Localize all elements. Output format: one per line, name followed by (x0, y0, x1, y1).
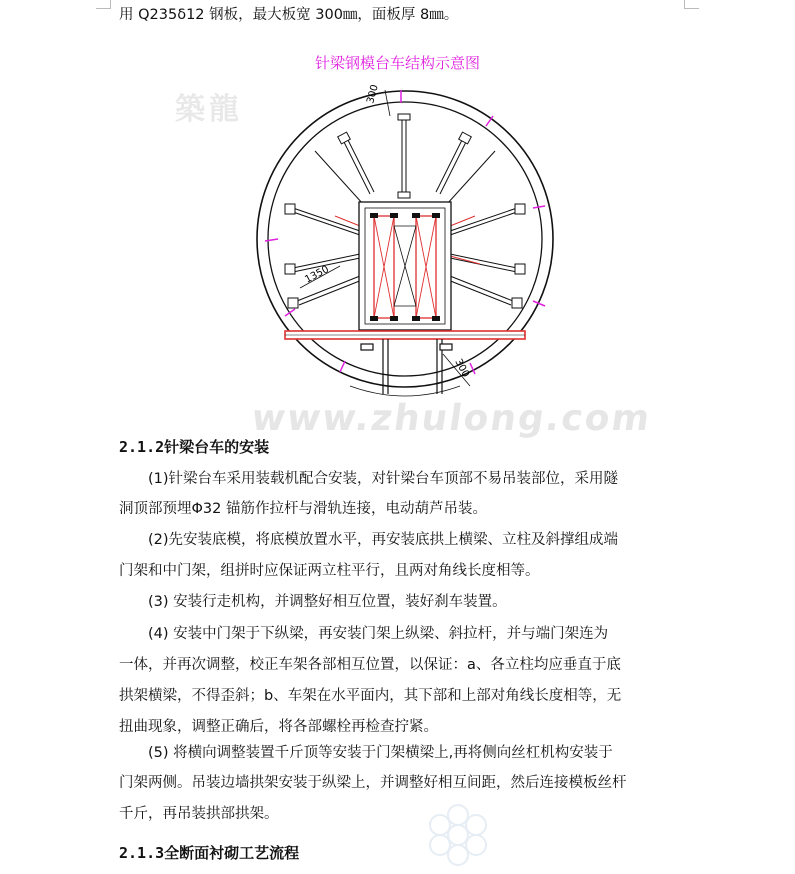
section-number: 2.1.2 (119, 438, 165, 456)
paragraph-line: (1)针梁台车采用装载机配合安装，对针梁台车顶部不易吊装部位，采用隧 (119, 471, 619, 487)
paragraph-line: (2)先安装底模，将底模放置水平，再安装底拱上横梁、立柱及斜撑组成端 (119, 532, 619, 548)
paragraph-line: 扭曲现象，调整正确后，将各部螺栓再检查拧紧。 (119, 719, 438, 735)
section-heading (119, 842, 299, 863)
page-corner-mark (684, 0, 699, 9)
watermark-logo: 築龍 (175, 92, 243, 127)
dim-top (365, 83, 390, 116)
section-title: 针梁台车的安装 (164, 438, 270, 456)
paragraph-line: 千斤，再吊装拱部拱架。 (119, 806, 279, 822)
dim-left-label: 1350 (303, 263, 331, 286)
paragraph-line: 门架和中门架，组拼时应保证两立柱平行，且两对角线长度相等。 (119, 563, 540, 579)
section-title: 全断面衬砌工艺流程 (164, 844, 300, 862)
dim-left (300, 264, 340, 288)
paragraph-line: (5) 将横向调整装置千斤顶等安装于门架横梁上,再将侧向丝杠机构安装于 (119, 745, 613, 761)
support-legs (361, 339, 452, 394)
page-corner-mark (96, 0, 111, 9)
section-heading (119, 436, 269, 457)
structure-diagram (255, 76, 555, 410)
top-text-line: 用 Q235δ12 钢板，最大板宽 300㎜，面板厚 8㎜。 (119, 7, 459, 23)
section-number: 2.1.3 (119, 844, 165, 862)
paragraph-line: 拱架横梁，不得歪斜；b、车架在水平面内，其下部和上部对角线长度相等，无 (119, 688, 622, 704)
paragraph-line: (4) 安装中门架于下纵梁，再安装门架上纵梁、斜拉杆，并与端门架连为 (119, 626, 609, 642)
dim-bottom-label: 300 (452, 357, 472, 380)
paragraph-line: (3) 安装行走机构，并调整好相互位置，装好刹车装置。 (119, 594, 507, 610)
watermark-url: www.zhulong.com (249, 398, 654, 439)
paragraph-line: 洞顶部预埋Φ32 锚筋作拉杆与滑轨连接，电动葫芦吊装。 (119, 501, 487, 517)
paragraph-line: 门架两侧。吊装边墙拱架安装于纵梁上，并调整好相互间距，然后连接模板丝杆 (119, 775, 627, 791)
figure-caption: 针梁钢模台车结构示意图 (314, 54, 480, 72)
bottom-beam (285, 331, 525, 339)
watermark-flower-icon (418, 800, 498, 870)
dim-top-label: 300 (365, 83, 381, 105)
paragraph-line: 一体，并再次调整，校正车架各部相互位置，以保证：a、各立柱均应垂直于底 (119, 657, 621, 673)
central-gantry (359, 202, 451, 330)
